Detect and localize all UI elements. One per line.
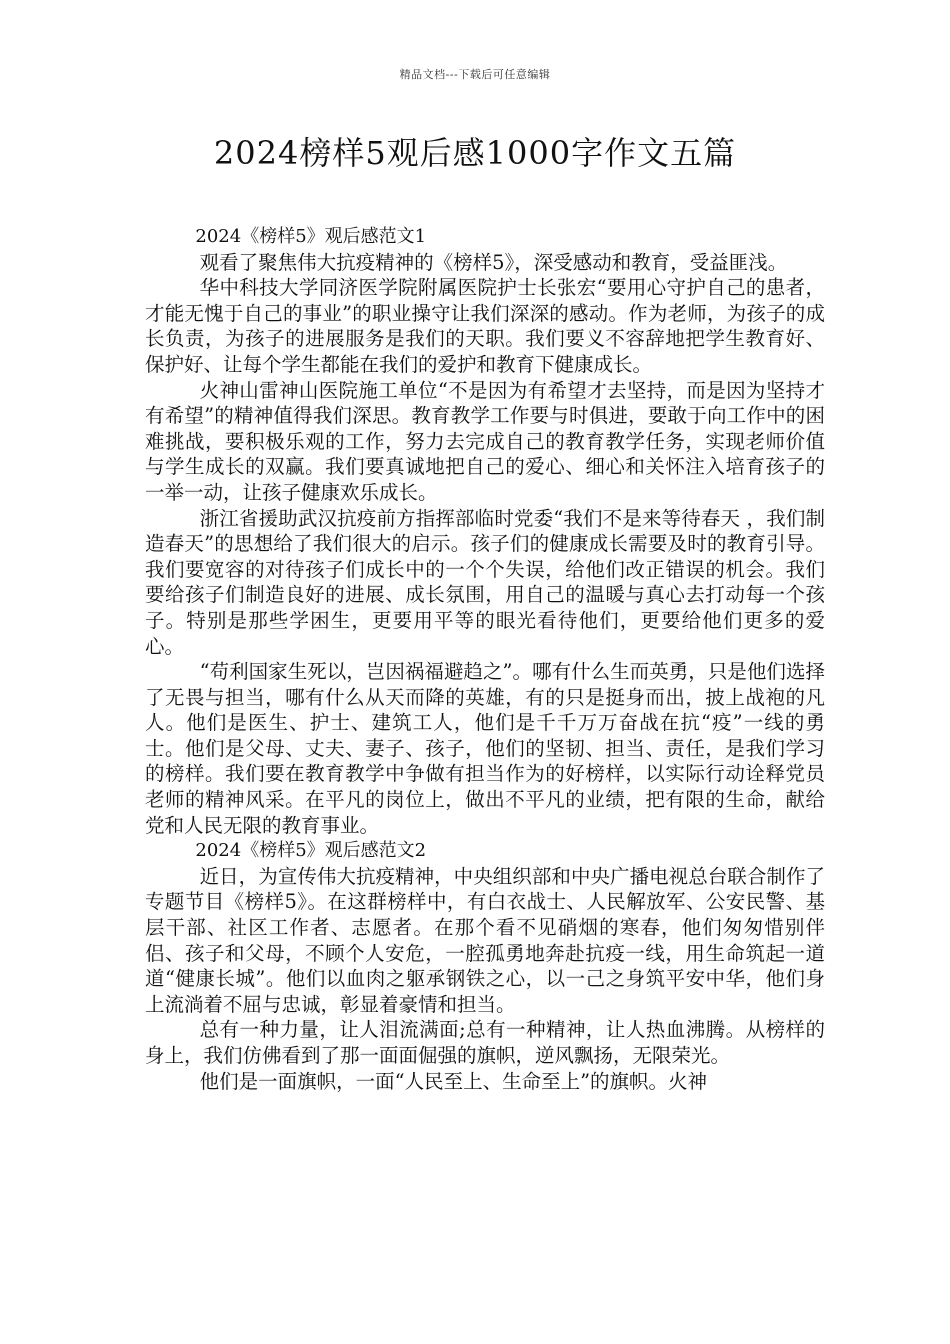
section-heading-1: 2024《榜样5》观后感范文1	[195, 226, 427, 247]
paragraph: 近日，为宣传伟大抗疫精神，中央组织部和中央广播电视总台联合制作了专题节目《榜样5》。在这群榜样中，有白衣战士、人民解放军、公安民警、基层干部、社区工作者、志愿者。在那个看不见硝烟的寒春，他们匆匆惜别伴侣、孩子和父母，不顾个人安危，一腔孤勇地奔赴抗疫一线，用生命筑起一道道“健康长城”。他们以血肉之躯承钢铁之心，以一己之身筑平安中华，他们身上流淌着不屈与忠诚，彰显着豪情和担当。	[145, 864, 825, 1016]
section-heading-2: 2024《榜样5》观后感范文2	[195, 840, 427, 862]
paragraph: 火神山雷神山医院施工单位“不是因为有希望才去坚持，而是因为坚持才有希望”的精神值得我们深思。教育教学工作要与时俱进，要敢于向工作中的困难挑战，要积极乐观的工作，努力去完成自己的教育教学任务，实现老师价值与学生成长的双赢。我们要真诚地把自己的爱心、细心和关怀注入培育孩子的一举一动，让孩子健康欢乐成长。	[145, 378, 825, 504]
paragraph: 观看了聚焦伟大抗疫精神的《榜样5》，深受感动和教育，受益匪浅。	[199, 250, 788, 274]
paragraph: 总有一种力量，让人泪流满面;总有一种精神，让人热血沸腾。从榜样的身上，我们仿佛看到了那一面面倔强的旗帜，逆风飘扬，无限荣光。	[145, 1018, 825, 1067]
paragraph: 浙江省援助武汉抗疫前方指挥部临时党委“我们不是来等待春天 ，我们制造春天”的思想给了我们很大的启示。孩子们的健康成长需要及时的教育引导。我们要宽容的对待孩子们成长中的一个个失误，给他们改正错误的机会。我们要给孩子们制造良好的进展、成长氛围，用自己的温暖与真心去打动每一个孩子。特别是那些学困生，更要用平等的眼光看待他们，更要给他们更多的爱心。	[145, 506, 825, 658]
document-title: 2024榜样5观后感1000字作文五篇	[213, 134, 737, 172]
header-note: 精品文档---下载后可任意编辑	[399, 68, 551, 81]
document-body	[145, 224, 825, 1094]
paragraph: “苟利国家生死以，岂因祸福避趋之”。哪有什么生而英勇，只是他们选择了无畏与担当，哪有什么从天而降的英雄，有的只是挺身而出，披上战袍的凡人。他们是医生、护士、建筑工人，他们是千千万万奋战在抗“疫”一线的勇士。他们是父母、丈夫、妻子、孩子，他们的坚韧、担当、责任，是我们学习的榜样。我们要在教育教学中争做有担当作为的好榜样，以实际行动诠释党员老师的精神风采。在平凡的岗位上，做出不平凡的业绩，把有限的生命，献给党和人民无限的教育事业。	[145, 660, 825, 837]
paragraph: 他们是一面旗帜，一面“人民至上、生命至上”的旗帜。火神	[199, 1069, 708, 1093]
paragraph: 华中科技大学同济医学院附属医院护士长张宏“要用心守护自己的患者，才能无愧于自己的事业”的职业操守让我们深深的感动。作为老师，为孩子的成长负责，为孩子的进展服务是我们的天职。我们要义不容辞地把学生教育好、保护好、让每个学生都能在我们的爱护和教育下健康成长。	[145, 276, 825, 376]
